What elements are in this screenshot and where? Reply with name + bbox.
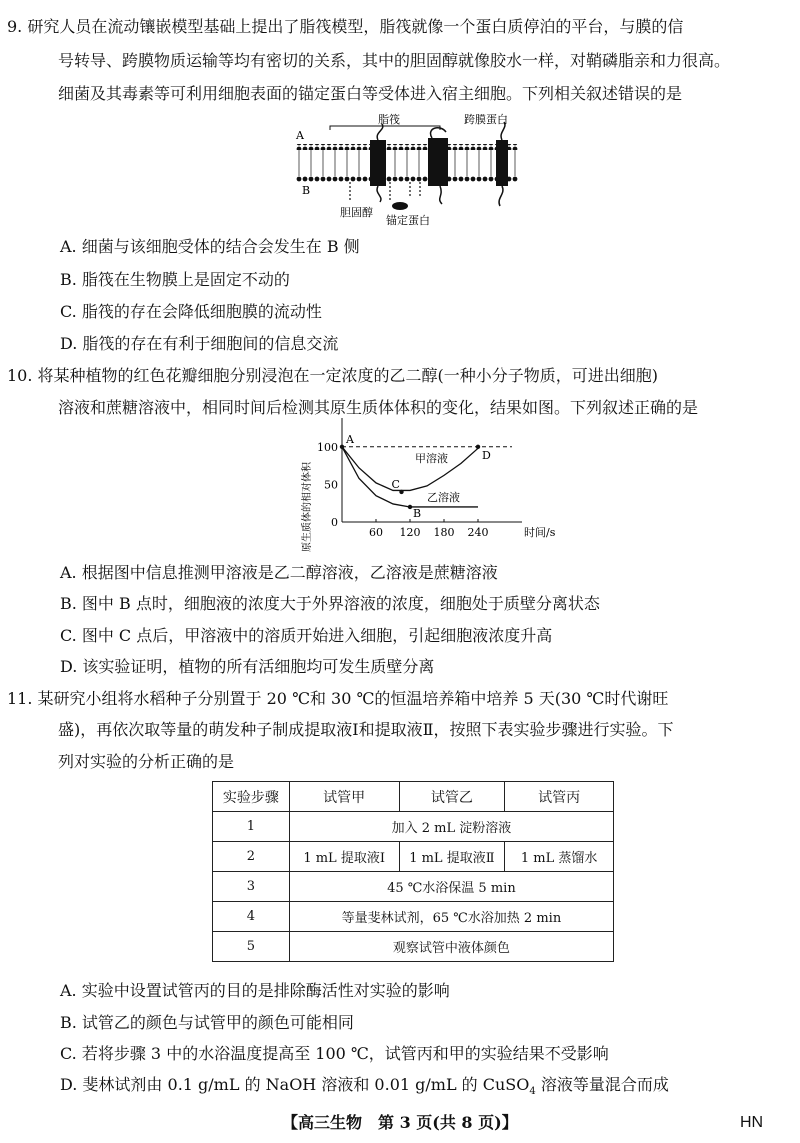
footer-code: HN: [740, 1114, 764, 1131]
x-tick-label: 60: [369, 526, 383, 539]
anchor-protein-icon: [392, 202, 408, 210]
q11-stem-line-1: 11. 某研究小组将水稻种子分别置于 20 ℃和 30 ℃的恒温培养箱中培养 5 天(30 ℃时代谢旺: [7, 689, 669, 708]
table-cell: 加入 2 mL 淀粉溶液: [289, 812, 613, 842]
q10-stem-line-1: 10. 将某种植物的红色花瓣细胞分别浸泡在一定浓度的乙二醇(一种小分子物质，可进出细胞): [7, 366, 659, 385]
table-cell: 1 mL 提取液Ⅱ: [399, 842, 505, 872]
table-header-cell: 实验步骤: [213, 782, 290, 812]
table-header-row: [213, 782, 614, 812]
experiment-table: [212, 781, 614, 962]
q9-option-d: D. 脂筏的存在有利于细胞间的信息交流: [60, 334, 339, 353]
q10-stem-line-2: 溶液和蔗糖溶液中，相同时间后检测其原生质体体积的变化，结果如图。下列叙述正确的是: [58, 398, 699, 417]
q9-option-a: A. 细菌与该细胞受体的结合会发生在 B 侧: [60, 237, 360, 256]
q11-option-d-subscript: 4: [529, 1086, 536, 1098]
table-cell-step: 5: [213, 932, 290, 962]
q11-option-d: [60, 1075, 669, 1102]
table-header-cell: 试管丙: [505, 782, 614, 812]
point-label: B: [413, 506, 422, 520]
data-point: [408, 505, 412, 509]
x-tick-label: 180: [433, 526, 455, 539]
x-axis-label: 时间/s: [524, 526, 556, 539]
table-cell-step: 4: [213, 902, 290, 932]
q9-stem-line-3: 细菌及其毒素等可利用细胞表面的锚定蛋白等受体进入宿主细胞。下列相关叙述错误的是: [58, 84, 683, 103]
table-header-cell: 试管甲: [289, 782, 399, 812]
figure-label-cholesterol: 胆固醇: [340, 206, 373, 219]
y-tick-label: 50: [324, 478, 338, 492]
q10-option-b: B. 图中 B 点时，细胞液的浓度大于外界溶液的浓度，细胞处于质壁分离状态: [60, 594, 600, 613]
table-cell: 观察试管中液体颜色: [289, 932, 613, 962]
data-point: [476, 445, 480, 449]
point-label: A: [346, 432, 354, 446]
series-line-1: [342, 447, 478, 491]
table-cell-step: 1: [213, 812, 290, 842]
table-row: [213, 932, 614, 962]
y-tick-label: 100: [317, 440, 338, 454]
q11-option-c: C. 若将步骤 3 中的水浴温度提高至 100 ℃，试管丙和甲的实验结果不受影响: [60, 1044, 609, 1063]
figure-label-b: B: [302, 184, 311, 197]
table-row: [213, 872, 614, 902]
series-label: 甲溶液: [415, 451, 448, 465]
table-row: [213, 902, 614, 932]
transmembrane-protein-icon: [370, 122, 508, 206]
q11-stem-line-3: 列对实验的分析正确的是: [58, 752, 235, 771]
y-tick-label: 0: [331, 516, 338, 529]
figure-label-anchor: 锚定蛋白: [386, 214, 430, 227]
x-tick-label: 240: [467, 526, 489, 539]
table-row: [213, 842, 614, 872]
q9-stem-line-1: 9. 研究人员在流动镶嵌模型基础上提出了脂筏模型，脂筏就像一个蛋白质停泊的平台，与膜的信: [7, 17, 684, 36]
table-cell-step: 2: [213, 842, 290, 872]
q11-option-b: B. 试管乙的颜色与试管甲的颜色可能相同: [60, 1013, 354, 1032]
data-point: [340, 445, 344, 449]
y-axis-label: 原生质体的相对体积: [302, 462, 313, 552]
volume-chart: [298, 426, 556, 556]
series-label: 乙溶液: [427, 490, 460, 504]
q11-stem-line-2: 盛)，再依次取等量的萌发种子制成提取液Ⅰ和提取液Ⅱ，按照下表实验步骤进行实验。下: [58, 720, 674, 739]
figure-label-a: A: [296, 129, 304, 142]
data-point: [399, 490, 403, 494]
table-cell: 等量斐林试剂，65 ℃水浴加热 2 min: [289, 902, 613, 932]
table-row: [213, 812, 614, 842]
q11-option-d-suffix: 溶液等量混合而成: [535, 1075, 669, 1094]
table-cell: 45 ℃水浴保温 5 min: [289, 872, 613, 902]
q11-option-a: A. 实验中设置试管丙的目的是排除酶活性对实验的影响: [60, 981, 450, 1000]
figure-label-raft: 脂筏: [378, 113, 400, 126]
q10-option-a: A. 根据图中信息推测甲溶液是乙二醇溶液，乙溶液是蔗糖溶液: [60, 563, 498, 582]
lipid-raft-figure: [290, 110, 530, 228]
q11-option-d-text: D. 斐林试剂由 0.1 g/mL 的 NaOH 溶液和 0.01 g/mL 的 CuSO: [60, 1075, 530, 1094]
table-cell: 1 mL 蒸馏水: [505, 842, 614, 872]
point-label: D: [482, 448, 491, 462]
q9-option-b: B. 脂筏在生物膜上是固定不动的: [60, 270, 290, 289]
x-tick-label: 120: [399, 526, 421, 539]
q9-stem-line-2: 号转导、跨膜物质运输等均有密切的关系，其中的胆固醇就像胶水一样，对鞘磷脂亲和力很高。: [58, 51, 731, 70]
table-cell-step: 3: [213, 872, 290, 902]
q9-option-c: C. 脂筏的存在会降低细胞膜的流动性: [60, 302, 322, 321]
point-label: C: [391, 477, 400, 491]
q10-option-c: C. 图中 C 点后，甲溶液中的溶质开始进入细胞，引起细胞液浓度升高: [60, 626, 553, 645]
table-header-cell: 试管乙: [399, 782, 505, 812]
figure-label-transmembrane: 跨膜蛋白: [464, 113, 508, 126]
table-cell: 1 mL 提取液Ⅰ: [289, 842, 399, 872]
q10-option-d: D. 该实验证明，植物的所有活细胞均可发生质壁分离: [60, 657, 435, 676]
page-footer: 【高三生物 第 3 页(共 8 页)】: [282, 1113, 518, 1132]
